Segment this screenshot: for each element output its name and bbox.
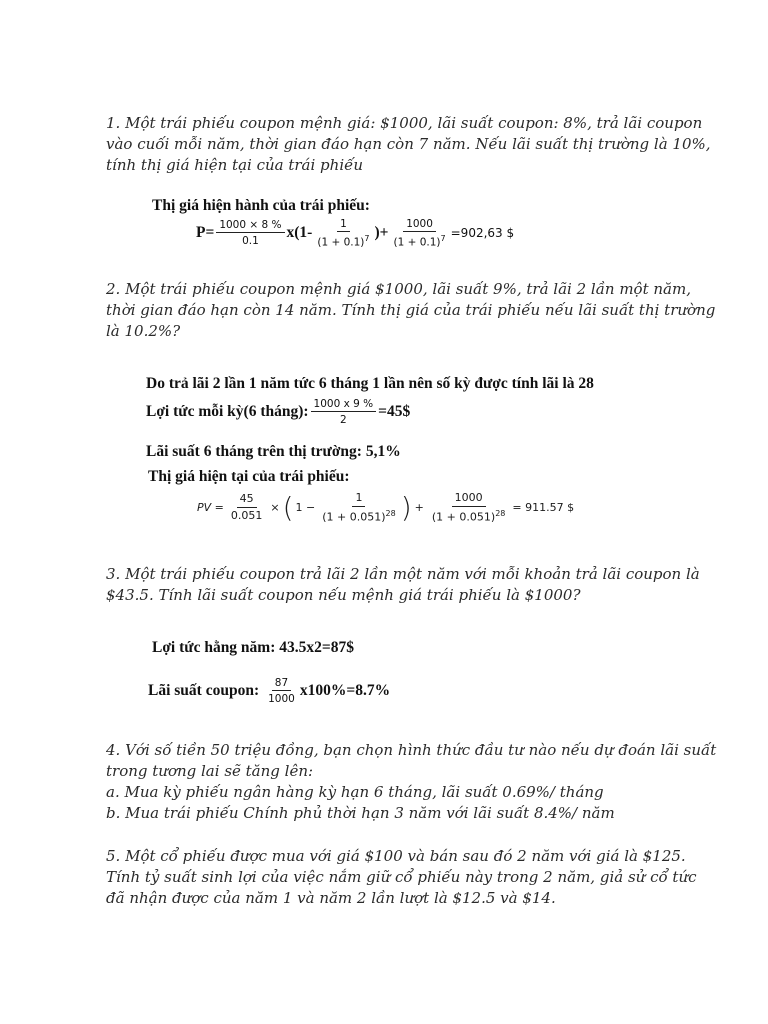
answer-2-result: =45$ <box>378 403 411 421</box>
answer-1-formula <box>196 218 514 249</box>
question-1-line: vào cuối mỗi năm, thời gian đáo hạn còn 7 năm. Nếu lãi suất thị trường là 10%, <box>106 135 711 153</box>
answer-2-label: Lợi tức mỗi kỳ(6 tháng): <box>146 403 309 421</box>
answer-3-result: x100%=8.7% <box>299 682 391 700</box>
fraction-coupon-rate <box>228 493 266 522</box>
answer-3-label: Lãi suất coupon: <box>148 682 260 700</box>
fraction-denominator: $(1 + 0.051)^{28}$ <box>431 508 506 524</box>
fraction-period-interest <box>311 398 377 426</box>
answer-3-line-1: Lợi tức hằng năm: 43.5x2=87$ <box>152 639 354 656</box>
question-5-line: Tính tỷ suất sinh lợi của việc nắm giữ cổ phiếu này trong 2 năm, giả sử cổ tức <box>106 868 697 886</box>
one-minus: 1 − <box>295 501 316 515</box>
question-1 <box>106 113 711 176</box>
paren-right: ) <box>400 490 412 524</box>
answer-2-line-3: Lãi suất 6 tháng trên thị trường: 5,1% <box>146 443 401 460</box>
answer-3-line-2 <box>148 677 390 705</box>
question-5 <box>106 846 697 909</box>
question-2-line: là 10.2%? <box>106 322 181 340</box>
question-4-option-b: b. Mua trái phiếu Chính phủ thời hạn 3 năm với lãi suất 8.4%/ năm <box>106 804 615 822</box>
question-2-line: 2. Một trái phiếu coupon mệnh giá $1000, lãi suất 9%, trả lãi 2 lần một năm, <box>106 280 691 298</box>
question-5-line: đã nhận được của năm 1 và năm 2 lần lượt là $12.5 và $14. <box>106 889 556 907</box>
answer-2-line-4: Thị giá hiện tại của trái phiếu: <box>148 468 350 485</box>
fraction-coupon-rate <box>265 677 298 705</box>
answer-1-heading: Thị giá hiện hành của trái phiếu: <box>152 197 370 214</box>
question-3-line: 3. Một trái phiếu coupon trả lãi 2 lần một năm với mỗi khoản trả lãi coupon là <box>106 565 700 583</box>
fraction-denominator: $(1 + 0.051)^{28}$ <box>322 508 396 524</box>
fraction-numerator: 1 <box>337 218 350 232</box>
question-3-line: $43.5. Tính lãi suất coupon nếu mệnh giá trái phiếu là $1000? <box>106 586 581 604</box>
fraction-coupon <box>216 219 284 247</box>
formula-result: =902,63 $ <box>450 226 515 241</box>
pv-formula <box>197 492 574 524</box>
fraction-denominator: 1000 <box>268 693 295 706</box>
fraction-discount <box>314 218 372 249</box>
fraction-face-value <box>390 218 448 249</box>
fraction-numerator: 45 <box>237 493 257 508</box>
paren-left: ( <box>282 490 294 524</box>
fraction-numerator: 1 <box>352 492 365 507</box>
question-4-line: trong tương lai sẽ tăng lên: <box>106 762 314 780</box>
pv-result: = 911.57 $ <box>512 501 575 515</box>
fraction-denominator: 2 <box>340 414 347 427</box>
formula-x-open: x(1- <box>286 224 313 242</box>
fraction-denominator: $(1 + 0.1)^7$ <box>393 234 446 249</box>
fraction-numerator: 1000 x 9 % <box>311 398 377 412</box>
formula-close-plus: )+ <box>374 224 389 242</box>
fraction-denominator: $(1 + 0.1)^7$ <box>317 234 370 249</box>
fraction-denominator: 0.051 <box>230 508 263 522</box>
fraction-denominator: 0.1 <box>242 235 259 248</box>
question-3 <box>106 564 700 606</box>
times-sign: × <box>270 501 280 515</box>
fraction-numerator: 1000 <box>403 218 436 232</box>
fraction-annuity <box>319 492 398 524</box>
formula-p-label: P= <box>196 224 215 242</box>
plus-sign: + <box>414 501 424 515</box>
question-4-line: 4. Với số tiền 50 triệu đồng, bạn chọn hình thức đầu tư nào nếu dự đoán lãi suất <box>106 741 717 759</box>
question-1-line: tính thị giá hiện tại của trái phiếu <box>106 156 364 174</box>
pv-label: PV = <box>197 501 224 515</box>
question-2 <box>106 279 716 342</box>
answer-2-line-2 <box>146 398 410 426</box>
question-4-option-a: a. Mua kỳ phiếu ngân hàng kỳ hạn 6 tháng, lãi suất 0.69%/ tháng <box>106 783 604 801</box>
question-1-line: 1. Một trái phiếu coupon mệnh giá: $1000, lãi suất coupon: 8%, trả lãi coupon <box>106 114 703 132</box>
fraction-numerator: 87 <box>272 677 291 691</box>
question-4 <box>106 740 717 824</box>
answer-2-line-1: Do trả lãi 2 lần 1 năm tức 6 tháng 1 lần nên số kỳ được tính lãi là 28 <box>146 375 594 392</box>
question-5-line: 5. Một cổ phiếu được mua với giá $100 và bán sau đó 2 năm với giá là $125. <box>106 847 686 865</box>
fraction-face-value <box>429 492 508 524</box>
fraction-numerator: 1000 × 8 % <box>216 219 284 233</box>
fraction-numerator: 1000 <box>452 492 486 507</box>
question-2-line: thời gian đáo hạn còn 14 năm. Tính thị giá của trái phiếu nếu lãi suất thị trường <box>106 301 716 319</box>
